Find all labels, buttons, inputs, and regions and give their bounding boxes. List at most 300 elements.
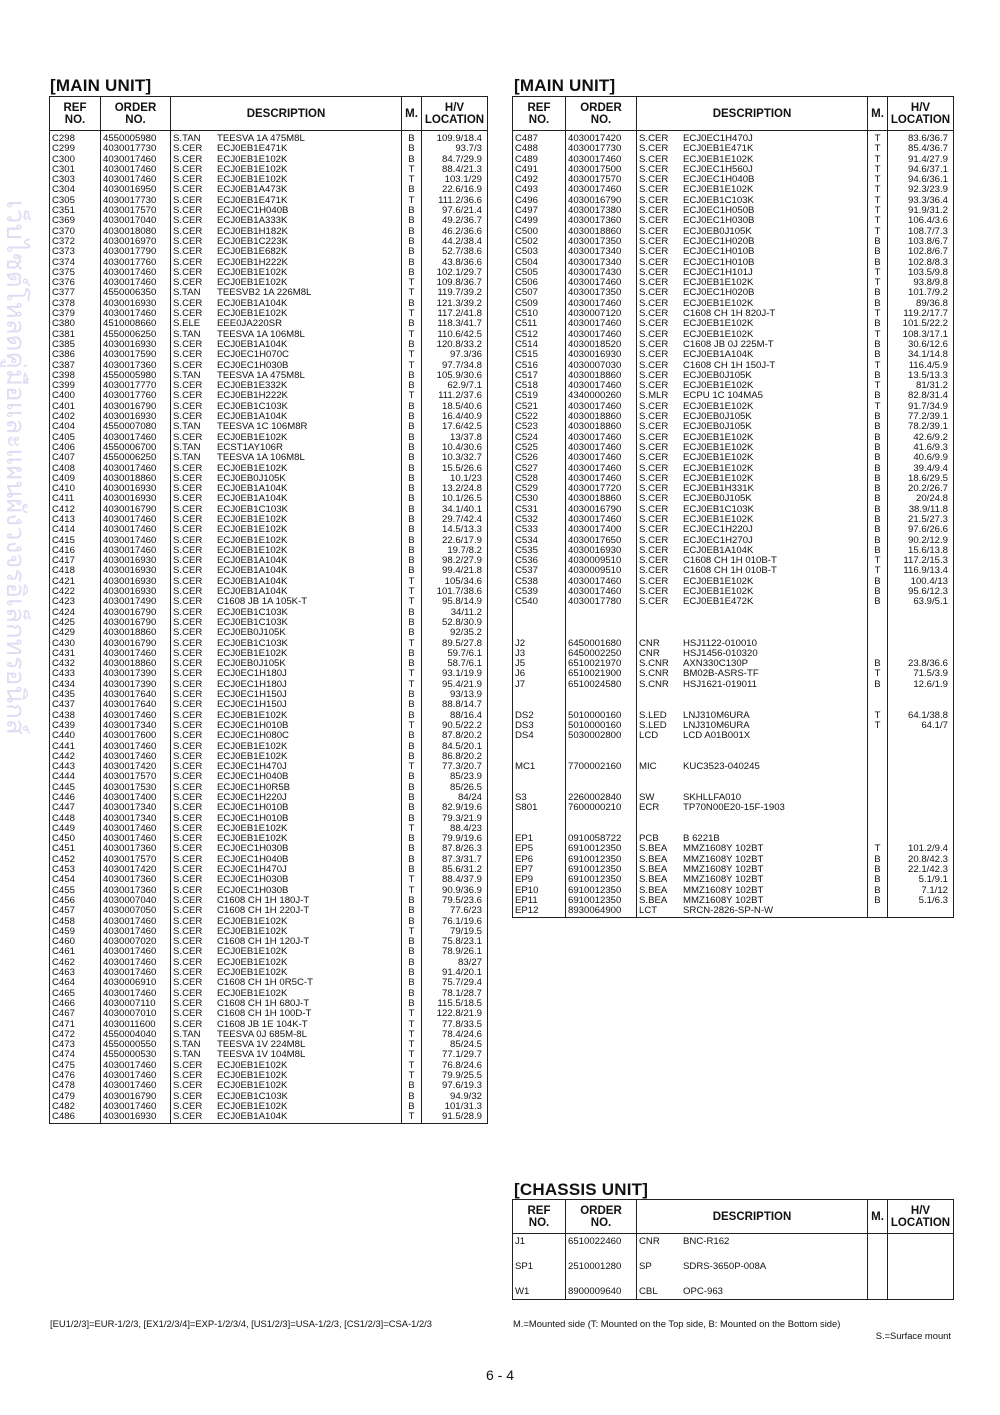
part-number: MMZ1608Y 102BT (683, 853, 764, 865)
order-no-cell: 6510021900 (566, 669, 637, 679)
part-number: LNJ310M6URA (683, 709, 750, 721)
order-no-cell: 4030017460 (101, 309, 171, 319)
hv-location-cell: 92/35.2 (422, 628, 488, 638)
mounted-side-cell: T (402, 680, 422, 690)
mounted-side-cell (868, 618, 888, 628)
col-ref-no: REF NO. (513, 1200, 566, 1234)
order-no-cell: 4030017600 (101, 731, 171, 741)
part-number: ECJ0EB1C103K (217, 616, 288, 628)
part-type: S.CER (173, 338, 203, 350)
part-number: ECJ0EB1A104K (217, 565, 288, 577)
ref-no-cell: C454 (50, 875, 101, 885)
hv-location-cell: 95.8/14.9 (422, 597, 488, 607)
mounted-side-cell: T (402, 165, 422, 175)
part-number: C1608 CH 1H 820J-T (683, 308, 776, 320)
order-no-cell: 4030017460 (566, 402, 637, 412)
hv-location-cell: 101.2/9.4 (888, 844, 954, 854)
hv-location-cell: 79.5/23.6 (422, 896, 488, 906)
description-cell (637, 216, 868, 226)
mounted-side-cell: B (402, 433, 422, 443)
part-type: S.TAN (173, 1028, 201, 1040)
ref-no-cell: C527 (513, 464, 566, 474)
part-number: TEESVA 1A 106M8L (217, 328, 305, 340)
part-type: S.CER (639, 503, 669, 515)
part-type: ECR (639, 802, 660, 814)
ref-no-cell: C517 (513, 371, 566, 381)
description-cell (637, 1260, 868, 1273)
order-no-cell: 4030017570 (566, 175, 637, 185)
mounted-side-cell (868, 731, 888, 741)
ref-no-cell (513, 608, 566, 618)
mounted-side-cell: T (402, 1071, 422, 1081)
order-no-cell: 4030018860 (566, 371, 637, 381)
part-number: ECJ0EB1A104K (217, 575, 288, 587)
ref-no-cell: C408 (50, 464, 101, 474)
ref-no-cell: W1 (513, 1286, 566, 1299)
ref-no-cell: S3 (513, 793, 566, 803)
part-type: CBL (639, 1286, 658, 1298)
ref-no-cell: C489 (513, 155, 566, 165)
order-no-cell: 4030016790 (566, 196, 637, 206)
order-no-cell: 4030018080 (101, 227, 171, 237)
part-type: S.CER (173, 503, 203, 515)
part-type: S.CNR (639, 658, 669, 670)
part-type: S.CER (173, 925, 203, 937)
ref-no-cell: C351 (50, 206, 101, 216)
description-cell (637, 680, 868, 690)
order-no-cell: 7700002160 (566, 762, 637, 772)
order-no-cell: 4030016930 (101, 577, 171, 587)
ref-no-cell: C410 (50, 484, 101, 494)
hv-location-cell: 87.8/20.2 (422, 731, 488, 741)
order-no-cell: 4030017460 (101, 917, 171, 927)
order-no-cell: 4030017460 (101, 968, 171, 978)
part-type: S.CER (173, 411, 203, 423)
hv-location-cell (888, 762, 954, 772)
part-type: S.CER (173, 822, 203, 834)
hv-location-cell: 115.5/18.5 (422, 999, 488, 1009)
part-type: S.TAN (173, 1039, 201, 1051)
order-no-cell: 4030017360 (101, 875, 171, 885)
mounted-side-cell: B (402, 484, 422, 494)
part-number: ECJ0EB1E102K (683, 297, 754, 309)
part-type: S.CER (639, 163, 669, 175)
ref-no-cell: C434 (50, 680, 101, 690)
mounted-side-footnote: M.=Mounted side (T: Mounted on the Top side, B: Mounted on the Bottom side) (513, 1318, 841, 1329)
part-number: ECJ0EC1H080C (217, 730, 289, 742)
mounted-side-cell: B (402, 989, 422, 999)
part-type: S.CER (173, 915, 203, 927)
order-no-cell: 4030018860 (566, 412, 637, 422)
ref-no-cell: C401 (50, 402, 101, 412)
part-type: S.CER (173, 658, 203, 670)
order-no-cell: 4030018860 (101, 628, 171, 638)
part-number: ECJ0EC1H470J (217, 761, 287, 773)
description-cell (637, 361, 868, 371)
part-number: ECJ0EC1H040B (683, 174, 755, 186)
part-number: MMZ1608Y 102BT (683, 884, 764, 896)
order-no-cell: 4030017770 (101, 381, 171, 391)
col-mounted: M. (868, 1200, 888, 1234)
ref-no-cell: C299 (50, 144, 101, 154)
hv-location-cell: 22.1/42.3 (888, 865, 954, 875)
order-no-cell: 6910012350 (566, 896, 637, 906)
order-no-cell: 4030017760 (101, 258, 171, 268)
mounted-side-cell: B (402, 711, 422, 721)
hv-location-cell: 15.5/26.6 (422, 464, 488, 474)
part-type: S.BEA (639, 864, 668, 876)
hv-location-cell: 116.9/13.4 (888, 566, 954, 576)
mounted-side-cell: B (402, 131, 422, 145)
mounted-side-cell: B (402, 258, 422, 268)
mounted-side-cell: T (868, 669, 888, 679)
ref-no-cell: J3 (513, 649, 566, 659)
part-number: ECJ0EB1E102K (217, 534, 288, 546)
order-no-cell: 4030018860 (566, 422, 637, 432)
mounted-side-cell: B (402, 412, 422, 422)
ref-no-cell: C377 (50, 288, 101, 298)
ref-no-cell: C415 (50, 536, 101, 546)
table-row (513, 772, 954, 782)
mounted-side-cell: T (402, 721, 422, 731)
part-number: ECJ0EB1E471K (683, 143, 754, 155)
mounted-side-cell: B (402, 896, 422, 906)
mounted-side-cell: B (402, 453, 422, 463)
mounted-side-cell: B (402, 844, 422, 854)
mounted-side-cell: T (868, 402, 888, 412)
description-cell (637, 742, 868, 752)
hv-location-cell: 77.6/23 (422, 906, 488, 916)
part-number: ECJ0EC1H0R5B (217, 781, 291, 793)
part-type: S.CER (173, 215, 203, 227)
mounted-side-cell: T (868, 361, 888, 371)
part-type: S.CER (639, 328, 669, 340)
order-no-cell: 4030017730 (566, 144, 637, 154)
mounted-side-cell: B (402, 700, 422, 710)
mounted-side-cell: B (402, 371, 422, 381)
mounted-side-cell: T (402, 886, 422, 896)
part-number: ECJ0EB1A104K (217, 297, 288, 309)
hv-location-cell: 95.4/21.9 (422, 680, 488, 690)
part-number: ECJ0EB1E102K (683, 400, 754, 412)
hv-location-cell: 85.6/31.2 (422, 865, 488, 875)
hv-location-cell: 39.4/9.4 (888, 464, 954, 474)
order-no-cell: 4030017460 (101, 947, 171, 957)
ref-no-cell: C516 (513, 361, 566, 371)
mounted-side-cell: B (868, 340, 888, 350)
mounted-side-cell: B (868, 453, 888, 463)
part-type: S.CER (173, 637, 203, 649)
mounted-side-cell: T (868, 566, 888, 576)
mounted-side-cell: T (402, 1061, 422, 1071)
part-number: C1608 CH 1H 010B-T (683, 555, 777, 567)
order-no-cell: 4550006700 (101, 443, 171, 453)
ref-no-cell: C529 (513, 484, 566, 494)
table-row (513, 731, 954, 741)
part-type: S.CER (173, 647, 203, 659)
part-type: S.CER (173, 1070, 203, 1082)
part-number: ECJ0EB1A104K (683, 349, 754, 361)
order-no-cell: 4030016930 (566, 350, 637, 360)
part-number: SKHLLFA010 (683, 792, 742, 803)
part-number: ECJ0EB1E102K (217, 1059, 288, 1071)
main-unit-title-left: [MAIN UNIT] (50, 76, 152, 95)
mounted-side-cell: B (868, 896, 888, 906)
mounted-side-cell (868, 1273, 888, 1286)
hv-location-cell: 117.2/15.3 (888, 556, 954, 566)
ref-no-cell: C430 (50, 639, 101, 649)
order-no-cell: 4030017640 (101, 690, 171, 700)
hv-location-cell: 97.7/34.8 (422, 361, 488, 371)
part-type: S.CER (639, 534, 669, 546)
part-type: S.CER (639, 338, 669, 350)
mounted-side-cell (868, 608, 888, 618)
part-number: ECJ0EB1E102K (683, 452, 754, 464)
mounted-side-cell: B (402, 1081, 422, 1091)
hv-location-cell: 18.5/40.6 (422, 402, 488, 412)
part-type: S.CER (173, 483, 203, 495)
description-cell (637, 131, 868, 145)
hv-location-cell: 34/11.2 (422, 608, 488, 618)
hv-location-cell: 78.2/39.1 (888, 422, 954, 432)
mounted-side-cell: B (402, 299, 422, 309)
col-hv-location: H/V LOCATION (888, 1200, 954, 1234)
description-cell (637, 1247, 868, 1260)
part-number: ECJ0EB1A104K (217, 1111, 288, 1123)
mounted-side-cell: B (402, 422, 422, 432)
part-type: S.TAN (173, 328, 201, 340)
order-no-cell (566, 618, 637, 628)
order-no-cell: 4030016790 (101, 618, 171, 628)
ref-no-cell: C478 (50, 1081, 101, 1091)
part-number: TEESVA 0J 685M-8L (217, 1028, 307, 1040)
mounted-side-cell: B (402, 958, 422, 968)
part-number: MMZ1608Y 102BT (683, 894, 764, 906)
order-no-cell: 4030017460 (566, 319, 637, 329)
part-type: S.CER (173, 308, 203, 320)
mounted-side-cell (868, 772, 888, 782)
order-no-cell: 4030017340 (101, 803, 171, 813)
description-cell (637, 772, 868, 782)
order-no-cell: 4030017460 (101, 464, 171, 474)
part-number: ECJ0EB1E102K (683, 380, 754, 392)
mounted-side-cell: B (402, 947, 422, 957)
ref-no-cell: J6 (513, 669, 566, 679)
hv-location-cell (888, 752, 954, 762)
ref-no-cell: C409 (50, 474, 101, 484)
hv-location-cell: 88.4/23 (422, 824, 488, 834)
main-unit-parts-table-left (49, 96, 488, 1124)
part-number: ECJ0EB1C103K (683, 194, 754, 206)
order-no-cell: 4030018860 (566, 227, 637, 237)
part-number: ECJ0EC1H040B (217, 853, 289, 865)
ref-no-cell: C466 (50, 999, 101, 1009)
hv-location-cell: 78.1/28.7 (422, 989, 488, 999)
ref-no-cell: C439 (50, 721, 101, 731)
ref-no-cell: C461 (50, 947, 101, 957)
order-no-cell: 5010000160 (566, 721, 637, 731)
part-type: S.CER (173, 627, 203, 639)
ref-no-cell: EP12 (513, 906, 566, 917)
order-no-cell: 4030017720 (566, 484, 637, 494)
hv-location-cell: 76.1/19.6 (422, 917, 488, 927)
hv-location-cell: 43.8/36.6 (422, 258, 488, 268)
table-row (513, 906, 954, 917)
ref-no-cell: C425 (50, 618, 101, 628)
description-cell (637, 649, 868, 659)
part-number: ECJ0EB1E471K (217, 143, 288, 155)
order-no-cell: 4030016930 (101, 566, 171, 576)
hv-location-cell: 29.7/42.4 (422, 515, 488, 525)
hv-location-cell: 75.8/23.1 (422, 937, 488, 947)
mounted-side-cell (868, 906, 888, 917)
hv-location-cell: 90.5/22.2 (422, 721, 488, 731)
col-ref-no: REF NO. (513, 97, 566, 131)
part-type: S.CER (639, 349, 669, 361)
part-type: S.CER (173, 668, 203, 680)
hv-location-cell: 93.8/9.8 (888, 278, 954, 288)
part-number: TEESVA 1A 475M8L (217, 133, 305, 144)
description-cell (637, 1234, 868, 1248)
hv-location-cell: 111.2/36.6 (422, 196, 488, 206)
mounted-side-cell: B (402, 144, 422, 154)
part-number: ECJ0EB1E102K (217, 153, 288, 165)
part-number: ECJ0EC1H010B (217, 802, 289, 814)
part-number: ECJ0EB1E102K (217, 266, 288, 278)
part-number: ECJ0EB1C103K (217, 503, 288, 515)
ref-no-cell: C385 (50, 340, 101, 350)
order-no-cell: 6510024580 (566, 680, 637, 690)
description-cell (637, 700, 868, 710)
mounted-side-cell: T (402, 350, 422, 360)
order-no-cell: 4030017340 (566, 258, 637, 268)
part-number: ECJ0EB1E682K (217, 246, 288, 258)
order-no-cell: 4550004040 (101, 1030, 171, 1040)
part-type: S.BEA (639, 894, 668, 906)
order-no-cell: 4030017460 (101, 1102, 171, 1112)
hv-location-cell: 52.7/38.6 (422, 247, 488, 257)
order-no-cell: 4030018860 (101, 474, 171, 484)
part-type: S.CER (639, 586, 669, 598)
order-no-cell: 4030017460 (566, 278, 637, 288)
part-number: ECJ0EB1A104K (217, 411, 288, 423)
part-number: ECJ0EB1E102K (217, 709, 288, 721)
hv-location-cell: 21.5/27.3 (888, 515, 954, 525)
ref-no-cell: C493 (513, 185, 566, 195)
part-number: EEE0JA220SR (217, 318, 283, 330)
hv-location-cell: 85/26.5 (422, 783, 488, 793)
part-type: S.CER (173, 616, 203, 628)
part-type: S.CER (173, 730, 203, 742)
ref-no-cell: C471 (50, 1020, 101, 1030)
ref-no-cell: DS3 (513, 721, 566, 731)
table-row (513, 814, 954, 824)
part-type: S.CER (173, 905, 203, 917)
hv-location-cell: 118.3/41.7 (422, 319, 488, 329)
order-no-cell: 4030009510 (566, 566, 637, 576)
order-no-cell: 4030017460 (101, 824, 171, 834)
part-type: S.CER (639, 287, 669, 299)
part-type: S.CER (173, 472, 203, 484)
ref-no-cell: C407 (50, 453, 101, 463)
ref-no-cell (513, 772, 566, 782)
ref-no-cell: C531 (513, 505, 566, 515)
order-no-cell: 4030017350 (566, 288, 637, 298)
mounted-side-cell: T (402, 1020, 422, 1030)
hv-location-cell (888, 783, 954, 793)
part-number: ECJ0EB1E102K (683, 441, 754, 453)
ref-no-cell: EP11 (513, 896, 566, 906)
order-no-cell: 4030007050 (101, 906, 171, 916)
part-type: S.CER (173, 1090, 203, 1102)
part-number: ECJ0EC1H030B (217, 874, 289, 886)
mounted-side-cell: B (402, 474, 422, 484)
hv-location-cell: 46.2/36.6 (422, 227, 488, 237)
mounted-side-cell: B (868, 464, 888, 474)
hv-location-cell: 58.7/6.1 (422, 659, 488, 669)
mounted-side-cell: T (868, 268, 888, 278)
mounted-side-cell: B (868, 577, 888, 587)
mounted-side-cell: B (402, 608, 422, 618)
hv-location-cell: 101/31.3 (422, 1102, 488, 1112)
ref-no-cell: C400 (50, 391, 101, 401)
order-no-cell: 4030018520 (566, 340, 637, 350)
mounted-side-cell: B (402, 1092, 422, 1102)
part-type: S.CER (173, 967, 203, 979)
hv-location-cell: 102.1/29.7 (422, 268, 488, 278)
ref-no-cell: C455 (50, 886, 101, 896)
ref-no-cell: C536 (513, 556, 566, 566)
part-type: S.CER (639, 462, 669, 474)
mounted-side-cell: T (868, 844, 888, 854)
hv-location-cell: 79.9/19.6 (422, 834, 488, 844)
hv-location-cell: 19.7/8.2 (422, 546, 488, 556)
part-number: SDRS-3650P-008A (683, 1260, 767, 1272)
mounted-side-cell: T (868, 309, 888, 319)
part-number: ECST1AY106R (217, 441, 283, 453)
hv-location-cell: 94.6/37.1 (888, 165, 954, 175)
part-number: C1608 CH 1H 010B-T (683, 565, 777, 577)
col-mounted: M. (868, 97, 888, 131)
ref-no-cell: C487 (513, 131, 566, 145)
part-type: S.CER (639, 359, 669, 371)
hv-location-cell: 90.2/12.9 (888, 536, 954, 546)
hv-location-cell: 93.1/19.9 (422, 669, 488, 679)
mounted-side-cell: B (402, 494, 422, 504)
part-number: ECJ0EB1E102K (217, 967, 288, 979)
part-type: S.TAN (173, 441, 201, 453)
ref-no-cell: C500 (513, 227, 566, 237)
ref-no-cell: C491 (513, 165, 566, 175)
part-number: TEESVA 1V 224M8L (217, 1039, 306, 1051)
mounted-side-cell: T (402, 330, 422, 340)
part-number: ECJ0EB1E102K (683, 586, 754, 598)
ref-no-cell: C503 (513, 247, 566, 257)
ref-no-cell: C411 (50, 494, 101, 504)
order-no-cell: 6910012350 (566, 875, 637, 885)
mounted-side-cell: B (868, 247, 888, 257)
table-row (513, 131, 954, 145)
mounted-side-cell: T (402, 1112, 422, 1123)
mounted-side-cell: T (402, 669, 422, 679)
part-type: S.CER (173, 534, 203, 546)
description-cell (637, 731, 868, 741)
mounted-side-cell: B (402, 227, 422, 237)
order-no-cell: 4030018860 (566, 494, 637, 504)
ref-no-cell: C424 (50, 608, 101, 618)
hv-location-cell: 103.1/29 (422, 175, 488, 185)
mounted-side-cell: B (402, 319, 422, 329)
